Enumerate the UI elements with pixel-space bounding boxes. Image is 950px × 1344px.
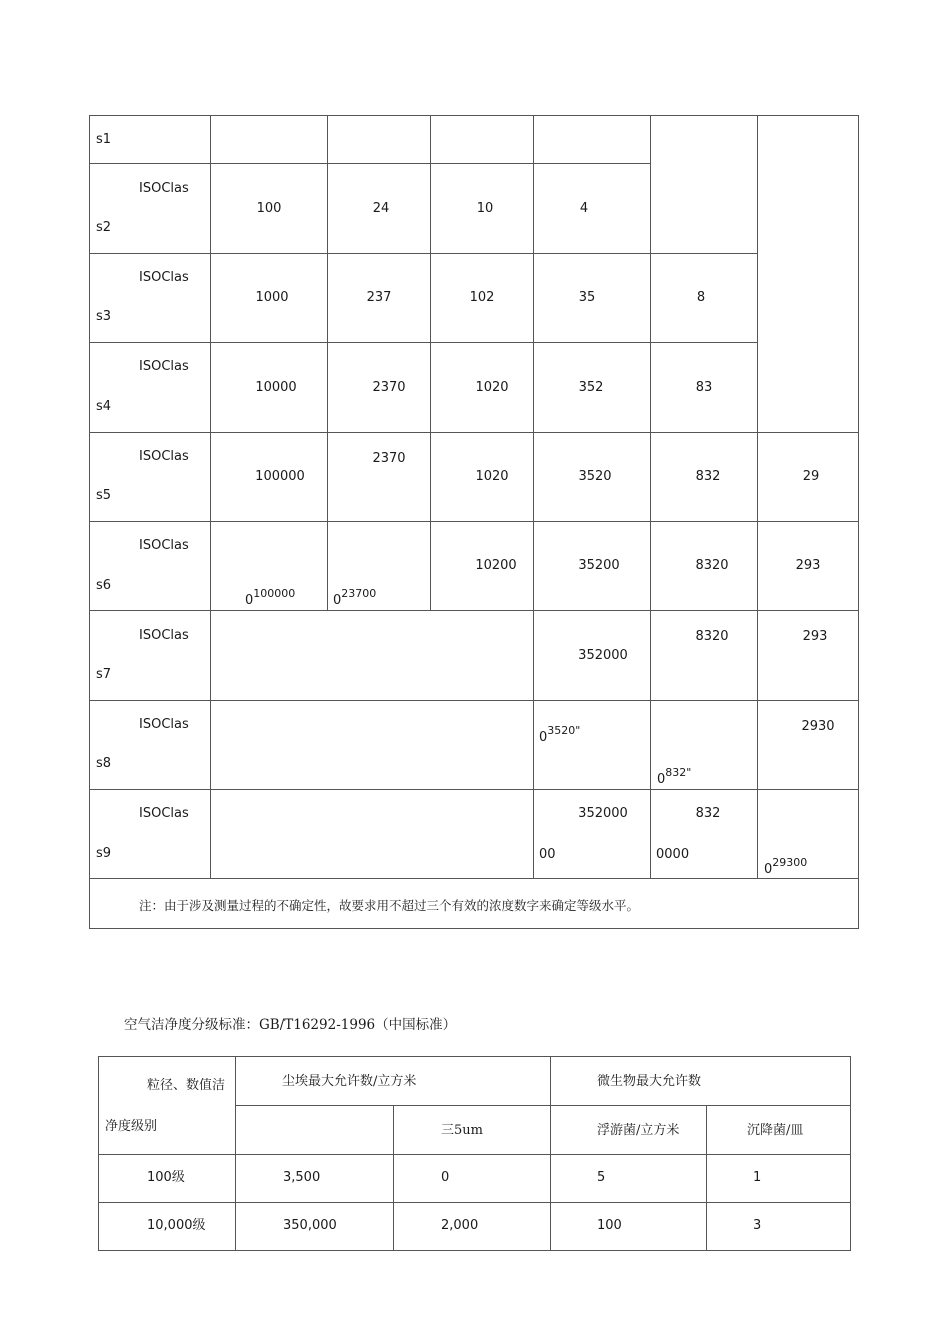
table-cell: 3,500 [283, 1170, 321, 1185]
row-label: ISOClas [139, 359, 189, 374]
row-label: s8 [96, 756, 112, 771]
table-cell: 24 [372, 201, 390, 216]
table-cell: 00 [539, 847, 556, 862]
table-cell: 8 [696, 290, 706, 305]
table-cell: 293 [802, 629, 828, 644]
row-label: ISOClas [139, 181, 189, 196]
table-cell: 832 [695, 469, 721, 484]
table-cell: $0^{3520"}$ [539, 724, 581, 745]
row-label: s7 [96, 667, 112, 682]
table-cell: 29 [802, 469, 820, 484]
row-label: ISOClas [139, 806, 189, 821]
table-cell: 2930 [801, 719, 835, 734]
table-cell: 1020 [475, 380, 509, 395]
sub-header: 沉降菌/皿 [747, 1123, 804, 1138]
table-cell: 0000 [656, 847, 690, 862]
table-cell: 3 [753, 1218, 762, 1233]
sub-header: 浮游菌/立方米 [597, 1123, 680, 1138]
table-cell: 1 [753, 1170, 762, 1185]
table-cell: 100 [597, 1218, 622, 1233]
table-cell: 10200 [475, 558, 517, 573]
row-label: ISOClas [139, 538, 189, 553]
table-cell: 35200 [578, 558, 620, 573]
microbe-header: 微生物最大允许数 [597, 1074, 702, 1089]
grade-label: 10,000级 [147, 1218, 206, 1233]
table-cell: 100000 [255, 469, 305, 484]
table-cell: 35 [578, 290, 596, 305]
row-label: ISOClas [139, 717, 189, 732]
table-cell: 5 [597, 1170, 606, 1185]
dust-header: 尘埃最大允许数/立方米 [282, 1074, 417, 1089]
row-label: s2 [96, 220, 112, 235]
row-label: s1 [96, 132, 112, 147]
row-label: ISOClas [139, 449, 189, 464]
grade-label: 100级 [147, 1170, 185, 1185]
table-cell: 2370 [372, 451, 406, 466]
table-cell: 3520 [578, 469, 612, 484]
table-cell: $0^{29300}$ [764, 856, 808, 877]
table-cell: $0^{23700}$ [333, 587, 377, 608]
row-label: s6 [96, 578, 112, 593]
table-cell: 0 [441, 1170, 450, 1185]
table-cell: 4 [579, 201, 589, 216]
corner-header: 净度级别 [105, 1119, 158, 1134]
table-cell: 1000 [255, 290, 289, 305]
table-cell: 832 [695, 806, 721, 821]
row-label: s9 [96, 846, 112, 861]
table-cell: $0^{832"}$ [657, 766, 692, 787]
table-cell: 83 [695, 380, 713, 395]
table-note: 注：由于涉及测量过程的不确定性，故要求用不超过三个有效的浓度数字来确定等级水平。 [139, 898, 640, 913]
table-cell: 237 [366, 290, 392, 305]
table-cell: 352000 [578, 806, 628, 821]
row-label: ISOClas [139, 628, 189, 643]
table-cell: 100 [256, 201, 282, 216]
table-cell: 102 [469, 290, 495, 305]
table-cell: 10000 [255, 380, 297, 395]
table-cell: 8320 [695, 629, 729, 644]
row-label: ISOClas [139, 270, 189, 285]
table-cell: $0^{100000}$ [245, 587, 296, 608]
table-cell: 1020 [475, 469, 509, 484]
table-cell: 350,000 [283, 1218, 337, 1233]
row-label: s4 [96, 399, 112, 414]
sub-header: 三5um [441, 1123, 483, 1138]
table-cell: 8320 [695, 558, 729, 573]
row-label: s3 [96, 309, 112, 324]
table-cell: 2370 [372, 380, 406, 395]
table-cell: 2,000 [441, 1218, 479, 1233]
table-cell: 352000 [578, 648, 628, 663]
section-title: 空气洁净度分级标准：GB/T16292-1996（中国标准） [124, 1017, 457, 1033]
table-cell: 352 [578, 380, 604, 395]
table-cell: 293 [795, 558, 821, 573]
row-label: s5 [96, 488, 112, 503]
corner-header: 粒径、数值洁 [147, 1078, 226, 1093]
table-cell: 10 [476, 201, 494, 216]
